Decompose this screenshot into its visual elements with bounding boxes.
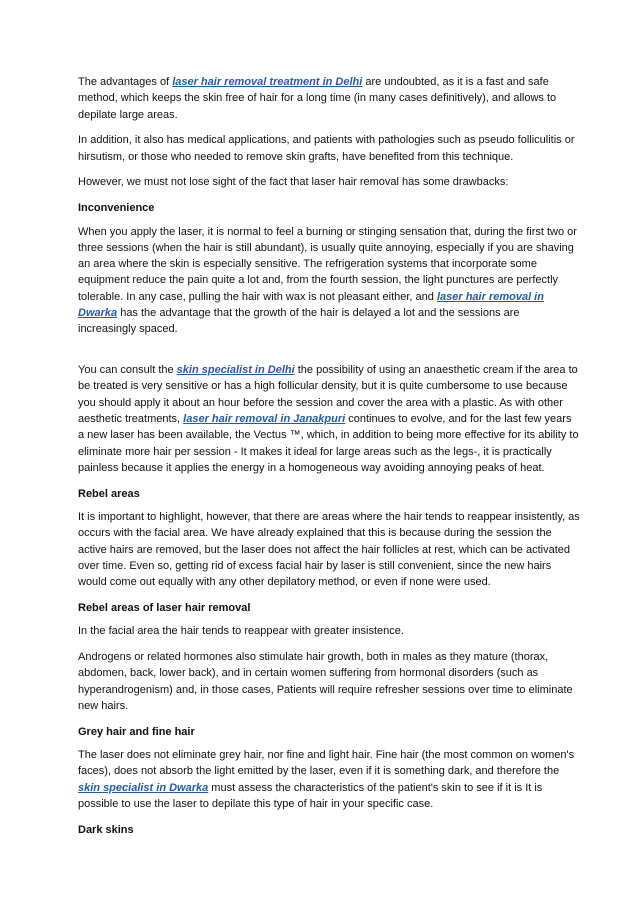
paragraph-medical-applications: In addition, it also has medical applications, and patients with pathologies such as pseudo folliculitis or hirsutism, or those who needed to remove skin grafts, have benefited from this technique. bbox=[78, 134, 575, 163]
heading-rebel-areas-laser: Rebel areas of laser hair removal bbox=[78, 602, 251, 615]
paragraph-facial-area: In the facial area the hair tends to reappear with greater insistence. bbox=[78, 625, 404, 638]
paragraph-advantages bbox=[78, 74, 580, 123]
paragraph-grey-fine-hair bbox=[78, 747, 580, 812]
link-laser-hair-removal-janakpuri[interactable]: laser hair removal in Janakpuri bbox=[183, 413, 346, 426]
heading-rebel-areas: Rebel areas bbox=[78, 487, 140, 500]
text: has the advantage that the growth of the hair is delayed a lot and the sessions are increasingly spaced. bbox=[78, 307, 520, 336]
heading-dark-skins: Dark skins bbox=[78, 823, 134, 836]
blank-line bbox=[78, 347, 580, 362]
text: continues to evolve, and for the last few years a new laser has been available, the Vectus ™, which, in addition to being more effective for its ability to eliminate more hair per session - It makes it ideal for large areas such as the legs-, it is practically painless because it applies the energy in a homogeneous way avoiding annoying peaks of heat. bbox=[78, 413, 579, 474]
link-skin-specialist-dwarka[interactable]: skin specialist in Dwarka bbox=[78, 781, 209, 794]
text: The advantages of bbox=[78, 76, 173, 88]
text: You can consult the bbox=[78, 364, 177, 377]
paragraph-rebel-areas: It is important to highlight, however, that there are areas where the hair tends to reappear insistently, as occurs with the facial area. We have already explained that this is because during the session the active hairs are removed, but the laser does not affect the hair follicles at rest, which can be activated over time. Even so, getting rid of excess facial hair by laser is still convenient, since the new hairs would come out equally with any other depilatory method, or even if none were used. bbox=[78, 511, 580, 589]
text: When you apply the laser, it is normal to feel a burning or stinging sensation that, during the first two or three sessions (when the hair is still abundant), is usually quite annoying, especially if you are shaving an area where the skin is especially sensitive. The refrigeration systems that incorporate some equipment reduce the pain quite a lot and, from the fourth session, the light punctures are perfectly tolerable. In any case, pulling the hair with wax is not pleasant either, and bbox=[78, 225, 577, 303]
text: The laser does not eliminate grey hair, nor fine and light hair. Fine hair (the most common on women's faces), does not absorb the light emitted by the laser, even if it is something dark, and therefore the bbox=[78, 749, 575, 778]
paragraph-anaesthetic-cream bbox=[78, 362, 580, 476]
text: the possibility of using an anaesthetic cream if the area to be treated is very sensitive or has a high follicular density, but it is quite cumbersome to use because you should apply it about an hour before the session and cover the area with a plastic. As with other aesthetic treatments, bbox=[78, 364, 578, 426]
link-skin-specialist-delhi[interactable]: skin specialist in Delhi bbox=[176, 364, 295, 377]
heading-inconvenience: Inconvenience bbox=[78, 202, 155, 215]
text: must assess the characteristics of the patient's skin to see if it is It is possible to use the laser to depilate this type of hair in your specific case. bbox=[78, 781, 543, 810]
link-laser-hair-removal-dwarka[interactable]: laser hair removal in Dwarka bbox=[78, 290, 544, 320]
paragraph-drawbacks: However, we must not lose sight of the fact that laser hair removal has some drawbacks: bbox=[78, 176, 509, 189]
paragraph-androgens: Androgens or related hormones also stimulate hair growth, both in males as they mature (thorax, abdomen, back, lower back), and in certain women suffering from hormonal disorders (such as hyperandrogenism) and, in those cases, Patients will require refresher sessions over time to eliminate new hairs. bbox=[78, 651, 573, 712]
text: are undoubted, as it is a fast and safe method, which keeps the skin free of hair for a long time (in many cases definitively), and allows to depilate large areas. bbox=[78, 76, 557, 121]
link-laser-hair-removal-treatment-delhi[interactable]: laser hair removal treatment in Delhi bbox=[172, 76, 363, 88]
heading-grey-fine-hair: Grey hair and fine hair bbox=[78, 725, 195, 738]
paragraph-inconvenience bbox=[78, 224, 580, 338]
